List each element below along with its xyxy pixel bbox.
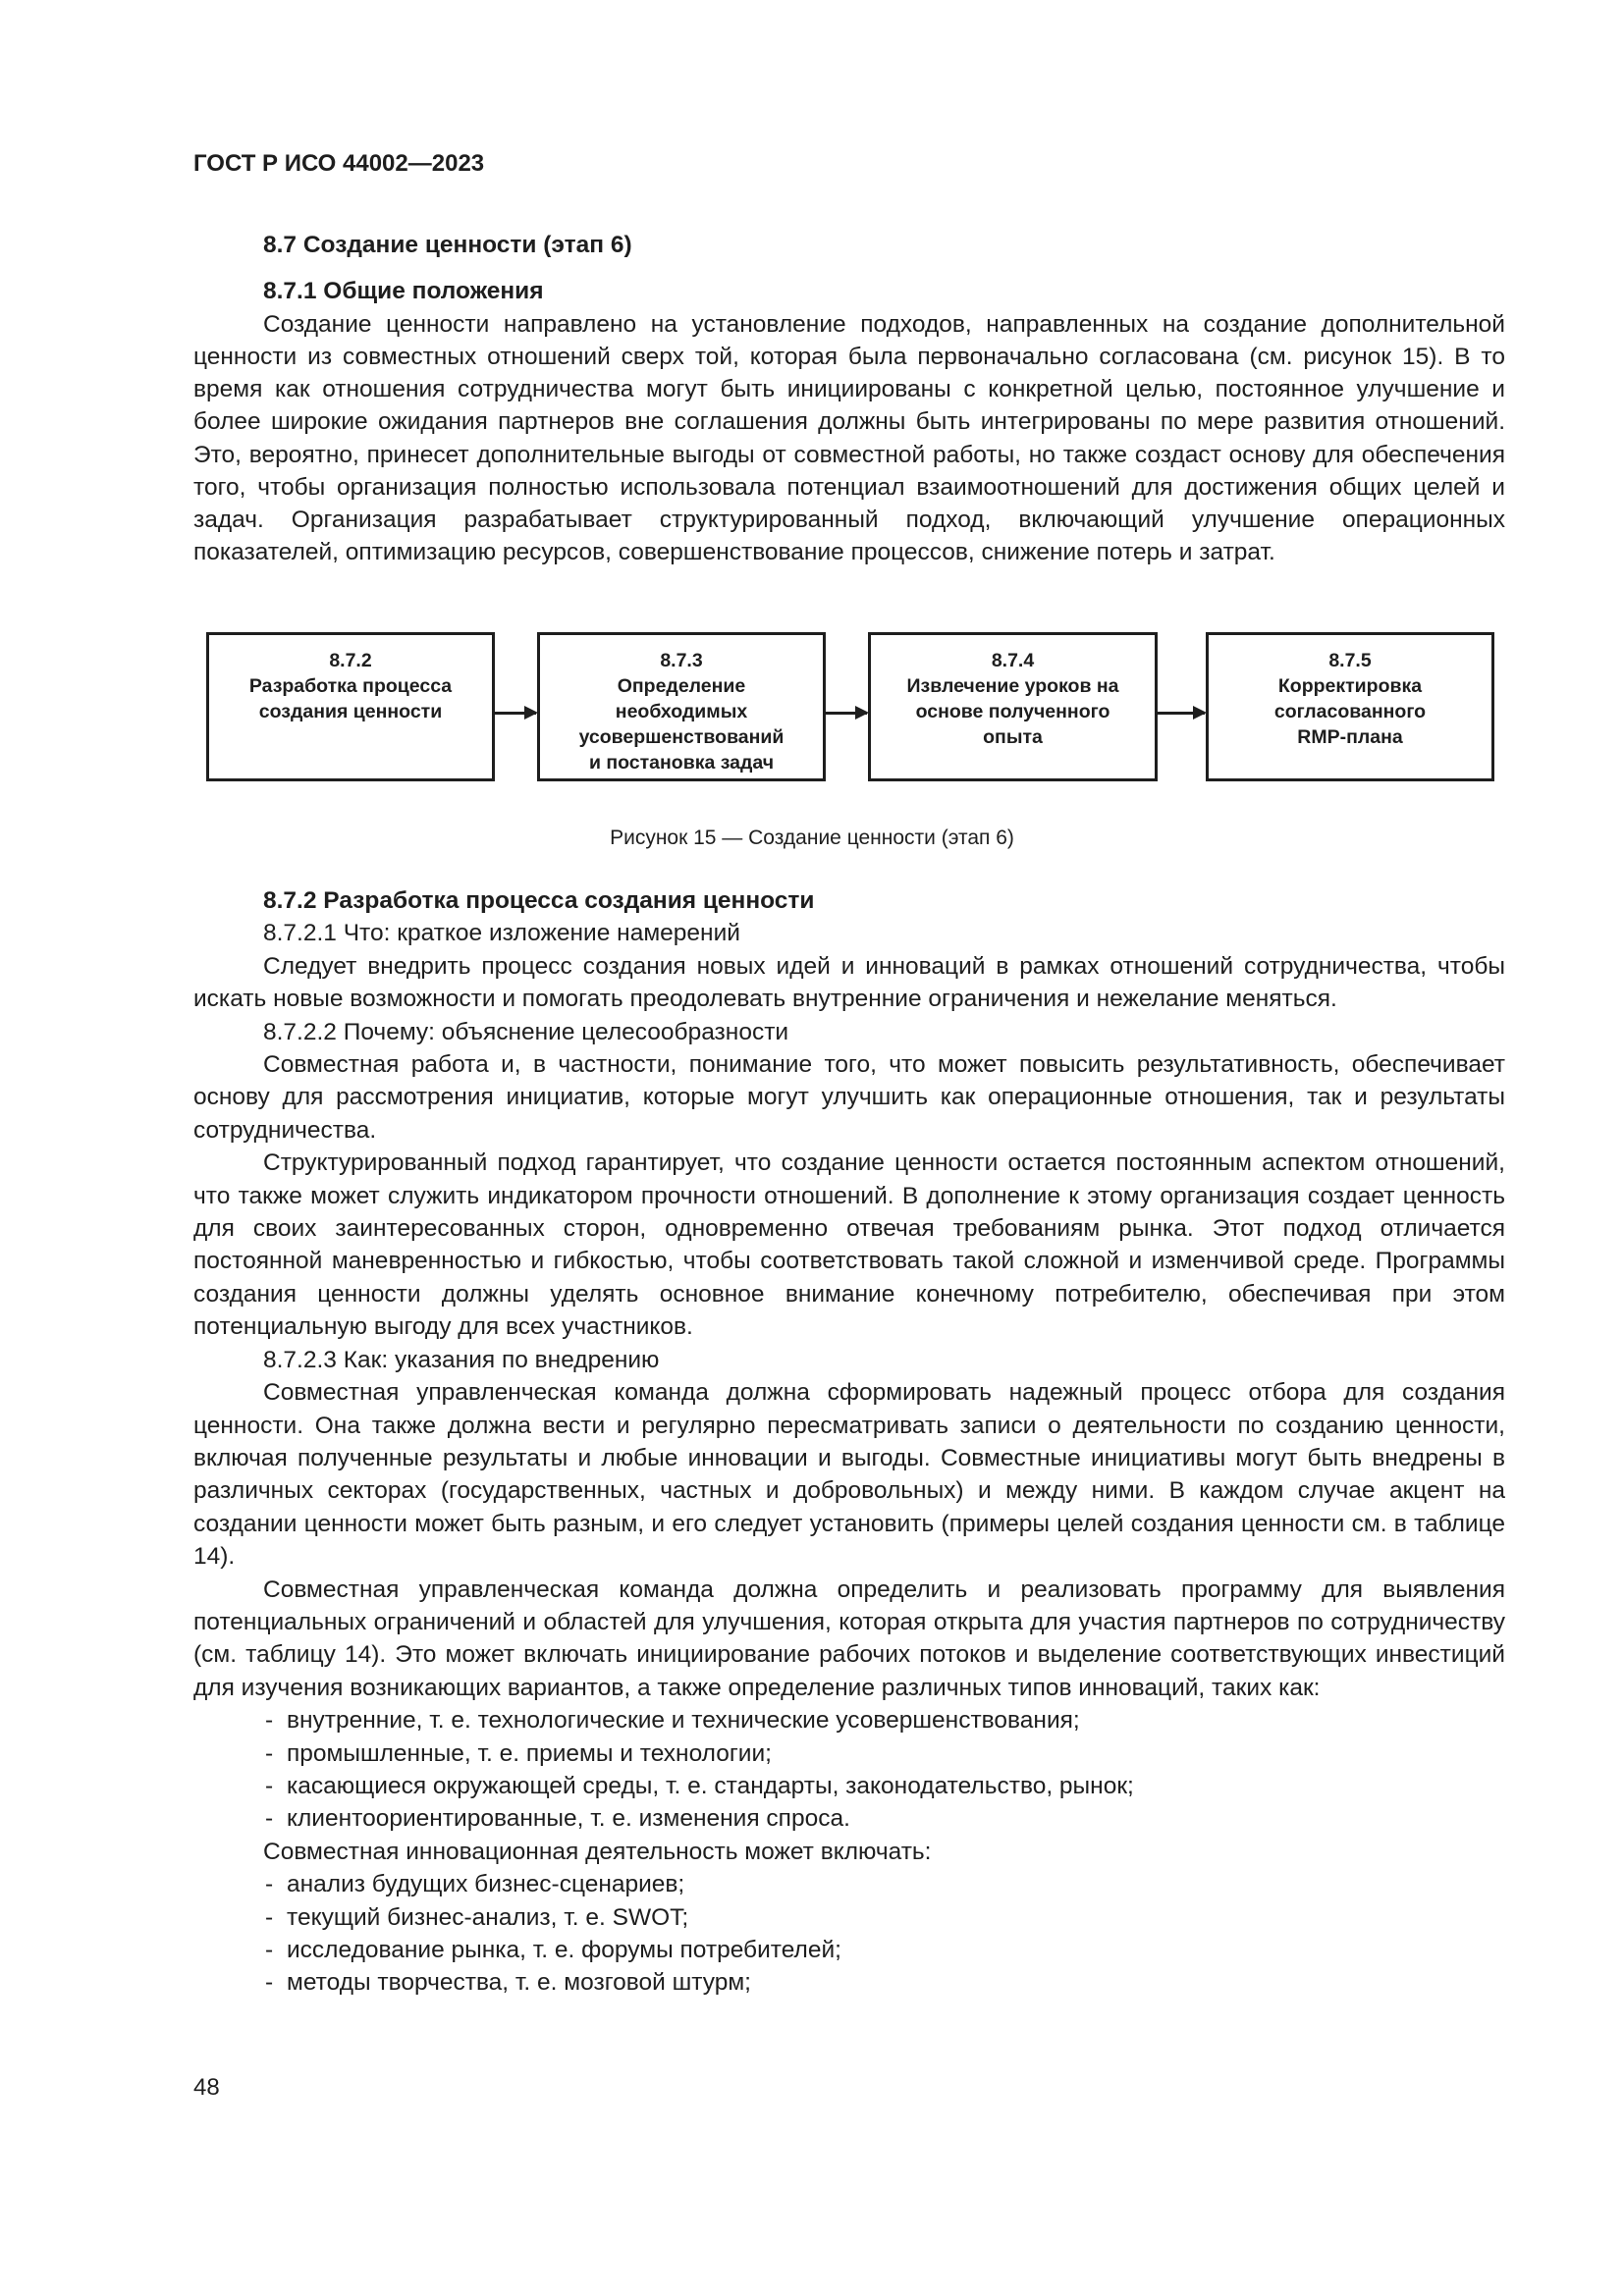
flow-box-line: Разработка процесса	[248, 675, 453, 697]
flow-box-line: основе полученного	[915, 701, 1110, 722]
flow-box-line: и постановка задач	[588, 752, 775, 774]
flow-box-line: усовершенствований	[578, 726, 785, 748]
list-item: - исследование рынка, т. е. форумы потребителей;	[193, 1934, 1505, 1966]
list-item: - методы творчества, т. е. мозговой штурм;	[193, 1966, 1505, 1999]
paragraph-general: Создание ценности направлено на установление подходов, направленных на создание дополнительной ценности из совместных отношений сверх той, которая была первоначально согласована (см. рисунок 15). В то время как отношения сотрудничества могут быть инициированы с конкретной целью, постоянное улучшение и более широкие ожидания партнеров вне соглашения должны быть интегрированы по мере развития отношений. Это, вероятно, принесет дополнительные выгоды от совместной работы, но также создаст основу для обеспечения того, чтобы организация полностью использовала потенциал взаимоотношений для достижения общих целей и задач. Организация разрабатывает структурированный подход, включающий улучшение операционных показателей, оптимизацию ресурсов, совершенствование процессов, снижение потерь и затрат.	[193, 310, 1505, 566]
flow-box-line: согласованного	[1273, 701, 1427, 722]
document-header: ГОСТ Р ИСО 44002—2023	[193, 150, 485, 177]
list-item: - анализ будущих бизнес-сценариев;	[193, 1868, 1505, 1900]
innovation-types-list	[193, 1704, 1505, 1836]
list-item: - промышленные, т. е. приемы и технологии;	[193, 1737, 1505, 1770]
flow-box-number: 8.7.3	[660, 650, 703, 671]
bullet-dash: -	[265, 1707, 274, 1735]
bullet-dash: -	[265, 1937, 274, 1963]
bullet-dash: -	[265, 1871, 274, 1898]
flow-box-number: 8.7.4	[991, 650, 1035, 671]
flow-box-8-7-3	[537, 632, 826, 781]
list-item: - внутренние, т. е. технологические и технические усовершенствования;	[193, 1704, 1505, 1736]
flow-box-line: Корректировка	[1277, 675, 1423, 697]
bullet-dash: -	[265, 1969, 274, 1997]
flow-box-line: опыта	[983, 726, 1043, 748]
paragraph-why-1: Совместная работа и, в частности, понимание того, что может повысить результативность, обеспечивает основу для рассмотрения инициатив, которые могут улучшить как операционные отношения, так и результаты сотрудничества.	[193, 1051, 1505, 1144]
flow-box-number: 8.7.5	[1328, 650, 1372, 671]
flow-box-line: Определение	[617, 675, 746, 697]
section-title: 8.7 Создание ценности (этап 6)	[263, 232, 632, 258]
flow-box-line: создания ценности	[258, 701, 443, 722]
section-8-7	[193, 229, 1505, 568]
paragraph-how-2: Совместная управленческая команда должна определить и реализовать программу для выявления потенциальных ограничений и областей для улучшения, которая открыта для участия партнеров по сотрудничеству (см. таблицу 14). Это может включать инициирование рабочих потоков и выделение соответствующих инвестиций для изучения возникающих вариантов, а также определение различных типов инноваций, таких как:	[193, 1575, 1505, 1701]
bullet-dash: -	[265, 1903, 274, 1931]
flow-box-line: необходимых	[615, 701, 748, 722]
arrow-right-icon	[495, 712, 536, 715]
bullet-dash: -	[265, 1805, 274, 1833]
flow-box-8-7-5	[1206, 632, 1494, 781]
clause-title-how: 8.7.2.3 Как: указания по внедрению	[263, 1346, 660, 1373]
arrow-right-icon	[826, 712, 867, 715]
activities-intro: Совместная инновационная деятельность может включать:	[263, 1838, 932, 1865]
flow-box-number: 8.7.2	[329, 650, 372, 671]
paragraph-what: Следует внедрить процесс создания новых идей и инноваций в рамках отношений сотрудничества, чтобы искать новые возможности и помогать преодолевать внутренние ограничения и нежелание меняться.	[193, 952, 1505, 1013]
arrow-right-icon	[1158, 712, 1205, 715]
page-number: 48	[193, 2074, 220, 2101]
list-item: - клиентоориентированные, т. е. изменения спроса.	[193, 1802, 1505, 1835]
paragraph-how-1: Совместная управленческая команда должна сформировать надежный процесс отбора для создания ценности. Она также должна вести и регулярно пересматривать записи о деятельности по созданию ценности, включая полученные результаты и любые инновации и выгоды. Совместные инициативы могут быть внедрены в различных секторах (государственных, частных и добровольных) и между ними. В каждом случае акцент на создании ценности может быть разным, и его следует установить (примеры целей создания ценности см. в таблице 14).	[193, 1379, 1505, 1571]
activities-list	[193, 1868, 1505, 2000]
flow-box-line: RMP-плана	[1297, 726, 1403, 748]
subsection-title-8-7-1: 8.7.1 Общие положения	[263, 278, 544, 305]
flow-box-8-7-2	[206, 632, 495, 781]
clause-title-why: 8.7.2.2 Почему: объяснение целесообразности	[263, 1018, 789, 1045]
section-8-7-2	[193, 884, 1505, 2000]
list-item: - касающиеся окружающей среды, т. е. стандарты, законодательство, рынок;	[193, 1770, 1505, 1802]
flow-box-line: Извлечение уроков на	[906, 675, 1119, 697]
paragraph-why-2: Структурированный подход гарантирует, что создание ценности остается постоянным аспектом отношений, что также может служить индикатором прочности отношений. В дополнение к этому организация создает ценность для своих заинтересованных сторон, одновременно отвечая требованиям рынка. Этот подход отличается постоянной маневренностью и гибкостью, чтобы соответствовать такой сложной и изменчивой среде. Программы создания ценности должны уделять основное внимание конечному потребителю, обеспечивая при этом потенциальную выгоду для всех участников.	[193, 1149, 1505, 1341]
bullet-dash: -	[265, 1739, 274, 1767]
figure-15-flowchart	[206, 632, 1494, 787]
subsection-title-8-7-2: 8.7.2 Разработка процесса создания ценности	[263, 887, 815, 914]
figure-caption: Рисунок 15 — Создание ценности (этап 6)	[610, 827, 1014, 849]
list-item: - текущий бизнес-анализ, т. е. SWOT;	[193, 1901, 1505, 1934]
flow-box-8-7-4	[868, 632, 1158, 781]
bullet-dash: -	[265, 1772, 274, 1799]
clause-title-what: 8.7.2.1 Что: краткое изложение намерений	[263, 920, 740, 947]
